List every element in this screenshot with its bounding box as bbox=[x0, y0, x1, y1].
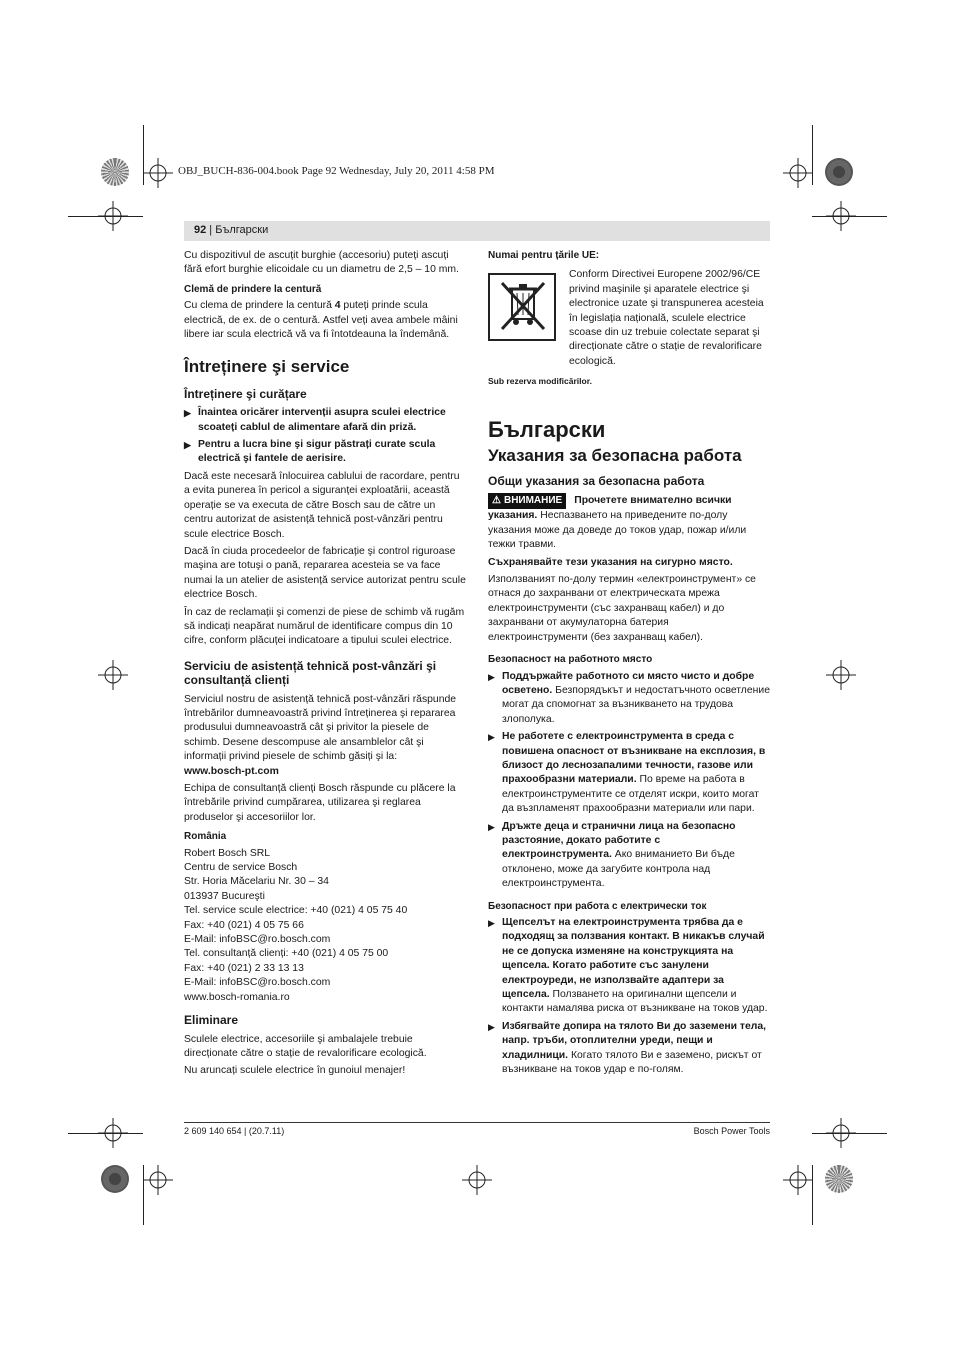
address-line: Fax: +40 (021) 2 33 13 13 bbox=[184, 962, 304, 974]
bullet-arrow-icon: ▶ bbox=[488, 671, 495, 682]
print-header: OBJ_BUCH-836-004.book Page 92 Wednesday, July 20, 2011 4:58 PM bbox=[178, 165, 495, 177]
country-title: România bbox=[184, 831, 227, 843]
crop-mark bbox=[68, 1133, 143, 1134]
service-text: Serviciul nostru de asistență tehnică post-vânzări răspunde întrebărilor dumneavoastră privind întreținerea şi repararea produsului dumneavoastră cât şi privitor la piesele de schimb. Desene descompuse ale ansamblelor cât şi informații privind piesele de schimb găsiți şi la: bbox=[184, 693, 457, 763]
service-heading: Serviciu de asistență tehnică post-vânzări şi consultanță clienți bbox=[184, 658, 437, 688]
keep-instructions: Съхранявайте тези указания на сигурно място. bbox=[488, 556, 733, 568]
registration-mark-icon bbox=[98, 660, 128, 690]
bullet-bold: Избягвайте допира на тялото Ви до заземени тела, напр. тръби, отоплителни уреди, пещи и хладилници. bbox=[502, 1020, 767, 1061]
bullet-text: Когато тялото Ви е заземено, рискът от възникване на токов удар е по-голям. bbox=[502, 1049, 762, 1076]
bullet-bold: Щепселът на електроинструмента трябва да е подходящ за ползвания контакт. В никакъв случай не се допуска изменяне на конструкцията на щепсела. Когато работите със занулени електроуреди, не използвайте адаптери за щепсела. bbox=[502, 917, 765, 1001]
bullet-text: Pentru a lucra bine şi sigur păstrați curate scula electrică şi fantele de aerisire. bbox=[198, 439, 436, 465]
crop-mark bbox=[143, 125, 144, 185]
bullet-item bbox=[488, 730, 770, 816]
bullet-item bbox=[488, 820, 770, 892]
left-column bbox=[184, 249, 466, 1082]
bullet-bold: Не работете с електроинструмента в среда с повишена опасност от възникване на експлозия, в близост до леснозапалими течности, газове или прахообразни материали. bbox=[502, 731, 766, 786]
registration-mark-icon bbox=[783, 158, 813, 188]
bullet-text: Безпорядъкът и недостатъчното осветление могат да спомогнат за възникването на трудова злополука. bbox=[502, 684, 770, 725]
weee-text: Conform Directivei Europene 2002/96/CE privind maşinile şi aparatele electrice şi electronice uzate şi transpunerea acesteia în legislația națională, sculele electrice scoase din uz trebuie colectate separat şi direcționate către o stație de revalorificare ecologică. bbox=[569, 269, 764, 367]
belt-clip-title: Clemă de prindere la centură bbox=[184, 283, 322, 295]
header-language: Български bbox=[215, 224, 269, 236]
disposal-text: Nu aruncați sculele electrice în gunoiul menajer! bbox=[184, 1065, 406, 1077]
bullet-bold: Поддържайте работното си място чисто и добре осветено. bbox=[502, 670, 755, 696]
bullet-item bbox=[184, 438, 466, 467]
print-color-disc bbox=[101, 1165, 129, 1193]
weee-bin-icon bbox=[488, 273, 556, 341]
bullet-item bbox=[488, 1020, 770, 1078]
bullet-text: Ако вниманието Ви бъде отклонено, може да загубите контрола над електроинструмента. bbox=[502, 849, 735, 890]
warning-bold: Прочетете внимателно всички указания. bbox=[488, 495, 732, 522]
address-line: Fax: +40 (021) 4 05 75 66 bbox=[184, 919, 304, 931]
address-line: Robert Bosch SRL bbox=[184, 847, 271, 859]
disposal-heading: Eliminare bbox=[184, 1013, 239, 1028]
bullet-arrow-icon: ▶ bbox=[184, 440, 191, 451]
warning-badge-label: ВНИМАНИЕ bbox=[503, 495, 563, 507]
crop-mark bbox=[68, 216, 143, 217]
crop-mark bbox=[812, 1133, 887, 1134]
bullet-item bbox=[488, 670, 770, 728]
registration-mark-icon bbox=[143, 158, 173, 188]
warning-text: Неспазването на приведените по-долу указания може да доведе до токов удар, пожар и/или тежки травми. bbox=[488, 510, 747, 551]
address-line: www.bosch-romania.ro bbox=[184, 991, 290, 1003]
print-color-disc bbox=[825, 1165, 853, 1193]
address-line: Str. Horia Măcelariu Nr. 30 – 34 bbox=[184, 876, 329, 888]
warning-triangle-icon: ⚠ bbox=[492, 495, 501, 507]
address-line: E-Mail: infoBSC@ro.bosch.com bbox=[184, 977, 331, 989]
bullet-text: По време на работа в електроинструментите се отделят искри, които могат да възпламенят прахообразни материали или пари. bbox=[502, 774, 759, 815]
belt-clip-text-b: puteți prinde scula electrică, de ex. de o centură. Astfel veți avea ambele mâini libere iar scula electrică vă va fi întotdeauna la îndemână. bbox=[184, 300, 458, 341]
belt-clip-text-a: Cu clema de prindere la centură bbox=[184, 300, 335, 312]
bullet-arrow-icon: ▶ bbox=[488, 732, 495, 743]
bullet-bold: Дръжте деца и странични лица на безопасно разстояние, докато работите с електроинструмента. bbox=[502, 820, 736, 861]
bullet-item bbox=[488, 916, 770, 1017]
warning-block bbox=[488, 493, 770, 553]
bullet-arrow-icon: ▶ bbox=[488, 918, 495, 928]
print-color-disc bbox=[101, 158, 129, 186]
footer-left: 2 609 140 654 | (20.7.11) bbox=[184, 1126, 285, 1136]
reserve-note: Sub rezerva modificărilor. bbox=[488, 376, 592, 387]
paragraph: Dacă în ciuda procedeelor de fabricație şi control riguroase maşina are totuşi o pană, repararea acesteia se va face numai la un atelier de asistență service autorizat pentru scule electrice Bosch. bbox=[184, 545, 466, 601]
maintenance-heading: Întreținere şi service bbox=[184, 357, 350, 377]
belt-clip-text bbox=[184, 299, 466, 342]
bullet-item bbox=[184, 406, 466, 435]
address-block bbox=[184, 847, 466, 1005]
bullet-arrow-icon: ▶ bbox=[184, 408, 191, 419]
bullet-arrow-icon: ▶ bbox=[488, 821, 495, 832]
right-column bbox=[488, 249, 770, 1080]
eu-only-title: Numai pentru țările UE: bbox=[488, 250, 600, 261]
term-text: Използваният по-долу термин «електроинструмент» се отнася до захранвани от електрическата мрежа електроинструменти (със захранващ кабел) и до захранвани от акумулаторна батерия електроинструменти (без захранващ кабел). bbox=[488, 574, 756, 643]
crop-mark bbox=[812, 1165, 813, 1225]
bullet-arrow-icon: ▶ bbox=[488, 1021, 495, 1032]
general-safety-heading: Общи указания за безопасна работа bbox=[488, 473, 705, 488]
crop-mark bbox=[143, 1165, 144, 1225]
address-line: Tel. service scule electrice: +40 (021) 4 05 75 40 bbox=[184, 905, 408, 917]
registration-mark-icon bbox=[462, 1165, 492, 1195]
page-header-bar bbox=[184, 221, 770, 241]
language-heading: Български bbox=[488, 416, 606, 442]
intro-text: Cu dispozitivul de ascuțit burghie (accesoriu) puteți ascuți fără efort burghie elicoidale cu un diametru de 2,5 – 10 mm. bbox=[184, 250, 459, 276]
safety-heading: Указания за безопасна работа bbox=[488, 446, 742, 466]
footer-right: Bosch Power Tools bbox=[693, 1126, 770, 1136]
crop-mark bbox=[812, 216, 887, 217]
footer-rule bbox=[184, 1122, 770, 1123]
consult-text: Echipa de consultanță clienți Bosch răspunde cu plăcere la întrebările privind cumpărarea, utilizarea şi reglarea produselor şi accesoriilor lor. bbox=[184, 783, 456, 823]
page-header bbox=[194, 224, 268, 236]
address-line: E-Mail: infoBSC@ro.bosch.com bbox=[184, 934, 331, 946]
crop-mark bbox=[812, 125, 813, 185]
registration-mark-icon bbox=[143, 1165, 173, 1195]
header-separator: | bbox=[206, 224, 216, 236]
address-line: 013937 Bucureşti bbox=[184, 890, 265, 902]
paragraph: În caz de reclamații şi comenzi de piese de schimb vă rugăm să indicați neapărat numărul de identificare compus din 10 cifre, conform plăcuței indicatoare a tipului sculei electrice. bbox=[184, 606, 465, 647]
bullet-text: Înaintea oricărer intervenții asupra sculei electrice scoateți cablul de alimentare afară din priză. bbox=[198, 407, 446, 433]
weee-block bbox=[488, 268, 770, 368]
registration-mark-icon bbox=[783, 1165, 813, 1195]
paragraph: Dacă este necesară înlocuirea cablului de racordare, pentru a evita punerea în pericol a siguranței exploatării, această operație se va executa de către Bosch sau de către un centru autorizat de asistență tehnică post-vânzări pentru scule electrice Bosch. bbox=[184, 470, 460, 540]
address-line: Centru de service Bosch bbox=[184, 862, 298, 874]
warning-badge bbox=[488, 493, 566, 509]
registration-mark-icon bbox=[826, 660, 856, 690]
belt-clip-num: 4 bbox=[334, 300, 341, 312]
workplace-title: Безопасност на работното място bbox=[488, 654, 653, 666]
bullet-text: Ползването на оригинални щепсели и контакти намалява риска от възникване на токов удар. bbox=[502, 989, 768, 1015]
disposal-text: Sculele electrice, accesoriile şi ambalajele trebuie direcționate către o stație de revalorificare ecologică. bbox=[184, 1033, 427, 1059]
electric-title: Безопасност при работа с електрически ток bbox=[488, 900, 707, 912]
cleaning-heading: Întreținere şi curățare bbox=[184, 386, 307, 401]
print-color-disc bbox=[825, 158, 853, 186]
service-url: www.bosch-pt.com bbox=[184, 765, 279, 777]
page-number: 92 bbox=[194, 224, 207, 236]
address-line: Tel. consultanță clienți: +40 (021) 4 05 75 00 bbox=[184, 948, 389, 960]
